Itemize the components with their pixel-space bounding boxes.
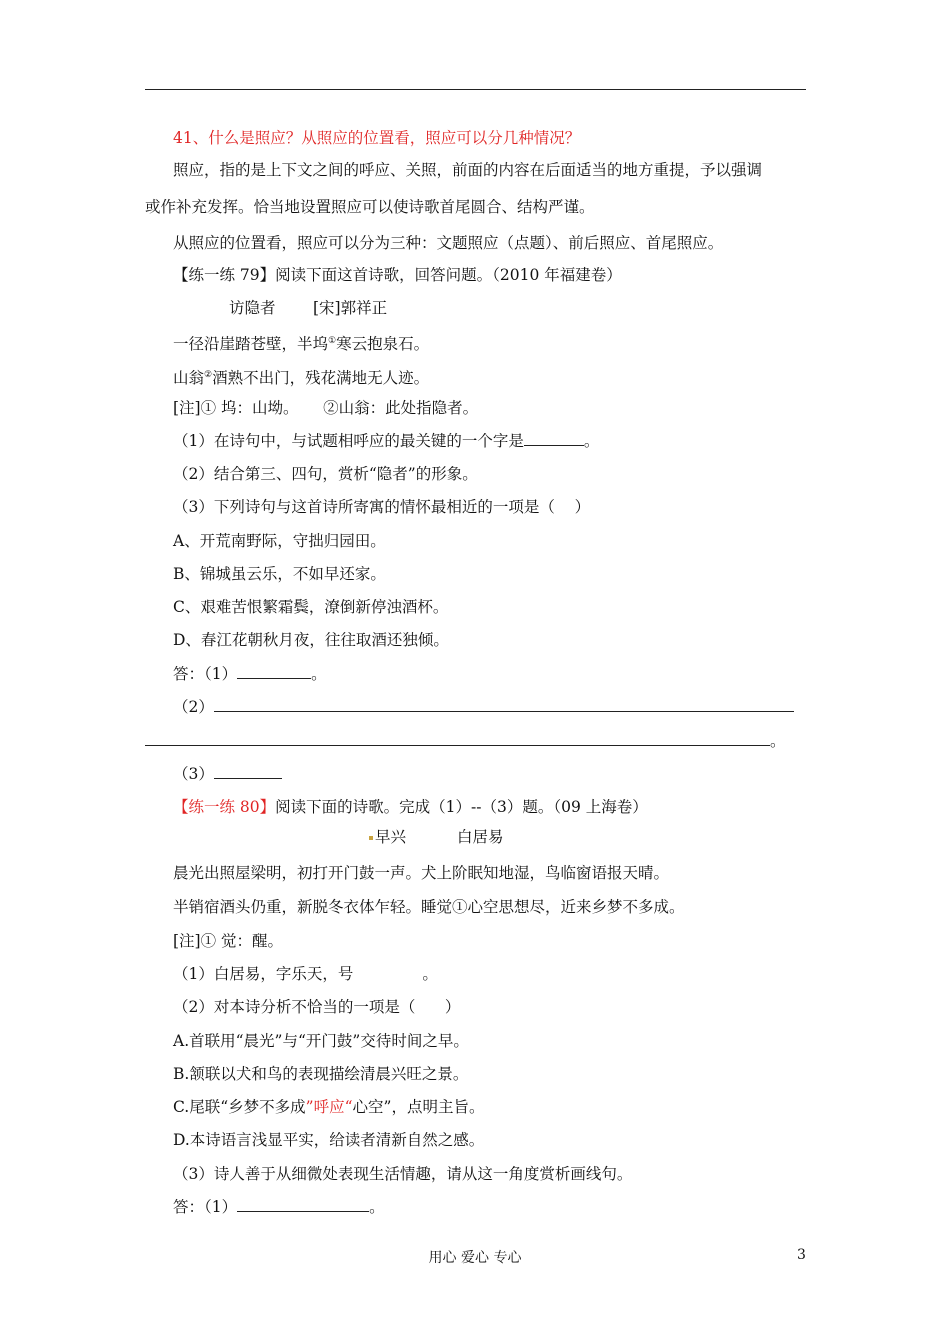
answer-line: [145, 731, 786, 751]
option-highlight: ”呼应“: [305, 1098, 353, 1116]
exercise-label: 【练一练 80】: [173, 798, 276, 816]
question-line: （3）下列诗句与这首诗所寄寓的情怀最相近的一项是（ ）: [173, 498, 591, 516]
answer-text: 。: [311, 665, 327, 683]
poem-author: 白居易: [457, 828, 504, 846]
answer-line: [173, 1197, 385, 1217]
exercise-80-heading: [173, 797, 648, 817]
answer-label: （2）: [173, 698, 214, 716]
option-b: B、锦城虽云乐，不如早还家。: [173, 565, 386, 583]
option-a: A.首联用“晨光”与“开门鼓”交待时间之早。: [173, 1032, 469, 1050]
question-text: 。: [583, 432, 600, 450]
footnote-mark: ①: [328, 336, 337, 346]
answer-line: [173, 697, 794, 717]
paragraph-line: 从照应的位置看，照应可以分为三种：文题照应（点题）、前后照应、首尾照应。: [173, 234, 724, 252]
paragraph-line: 或作补充发挥。恰当地设置照应可以使诗歌首尾圆合、结构严谨。: [145, 198, 595, 216]
poem-text: 一径沿崖踏苍壁，半坞: [173, 335, 329, 354]
header-rule: [145, 89, 806, 90]
answer-blank[interactable]: [214, 764, 282, 779]
answer-blank[interactable]: [145, 731, 770, 746]
answer-label: 答：（1）: [173, 665, 238, 683]
question-line: （2）对本诗分析不恰当的一项是（ ）: [173, 998, 461, 1016]
question-text: （1）在诗句中，与试题相呼应的最关键的一个字是: [173, 432, 524, 450]
poem-author: [宋]郭祥正: [313, 299, 388, 317]
poem-line: 半销宿酒头仍重，新脱冬衣体乍轻。睡觉①心空思想尽，近来乡梦不多成。: [173, 898, 685, 916]
question-41-title: 41、什么是照应？从照应的位置看，照应可以分几种情况？: [173, 129, 581, 147]
poem-title: 访隐者: [229, 299, 276, 317]
option-text: C.尾联“乡梦不多成: [173, 1098, 306, 1116]
answer-blank[interactable]: [237, 664, 311, 679]
option-text: 心空”，点明主旨。: [352, 1098, 485, 1116]
poem-text: 山翁: [173, 369, 205, 388]
paragraph-line: 照应，指的是上下文之间的呼应、关照，前面的内容在后面适当的地方重提，予以强调: [173, 161, 763, 179]
question-line: （2）结合第三、四句，赏析“隐者”的形象。: [173, 465, 478, 483]
poem-note: [注]① 觉：醒。: [173, 932, 284, 950]
answer-text: 。: [369, 1198, 385, 1216]
poem-title: [369, 827, 406, 847]
option-b: B.颔联以犬和鸟的表现描绘清晨兴旺之景。: [173, 1065, 469, 1083]
question-line: （3）诗人善于从细微处表现生活情趣，请从这一角度赏析画线句。: [173, 1165, 633, 1183]
poem-line: [173, 365, 429, 388]
footnote-mark: ②: [204, 370, 213, 380]
answer-line: [173, 664, 327, 684]
poem-text: 寒云抱泉石。: [336, 335, 430, 354]
answer-text: 。: [770, 732, 786, 750]
answer-line: [173, 764, 282, 784]
page-footer: 用心 爱心 专心: [428, 1250, 522, 1266]
answer-label: 答：（1）: [173, 1198, 238, 1216]
poem-line: 晨光出照屋梁明，初打开门鼓一声。犬上阶眠知地湿，鸟临窗语报天晴。: [173, 864, 670, 882]
poem-note: [注]① 坞：山坳。 ②山翁：此处指隐者。: [173, 399, 479, 417]
answer-blank[interactable]: [237, 1197, 369, 1212]
poem-line: [173, 331, 429, 354]
bullet-icon: [369, 836, 373, 840]
exercise-79-heading: 【练一练 79】阅读下面这首诗歌，回答问题。（2010 年福建卷）: [173, 266, 622, 284]
answer-label: （3）: [173, 765, 214, 783]
option-d: D、春江花朝秋月夜，往往取酒还独倾。: [173, 631, 449, 649]
option-d: D.本诗语言浅显平实，给读者清新自然之感。: [173, 1131, 485, 1149]
page-number: 3: [797, 1247, 806, 1263]
question-line: （1）白居易，字乐天，号 。: [173, 965, 438, 983]
exercise-instruction: 阅读下面的诗歌。完成（1）--（3）题。（09 上海卷）: [275, 798, 648, 816]
answer-blank[interactable]: [214, 697, 794, 712]
poem-title-text: 早兴: [375, 828, 407, 846]
answer-blank[interactable]: [524, 431, 584, 446]
option-a: A、开荒南野际，守拙归园田。: [173, 532, 386, 550]
question-line: [173, 431, 599, 451]
poem-text: 酒熟不出门，残花满地无人迹。: [212, 369, 430, 388]
option-c: C、艰难苦恨繁霜鬓，潦倒新停浊酒杯。: [173, 598, 449, 616]
option-c: [173, 1097, 484, 1117]
